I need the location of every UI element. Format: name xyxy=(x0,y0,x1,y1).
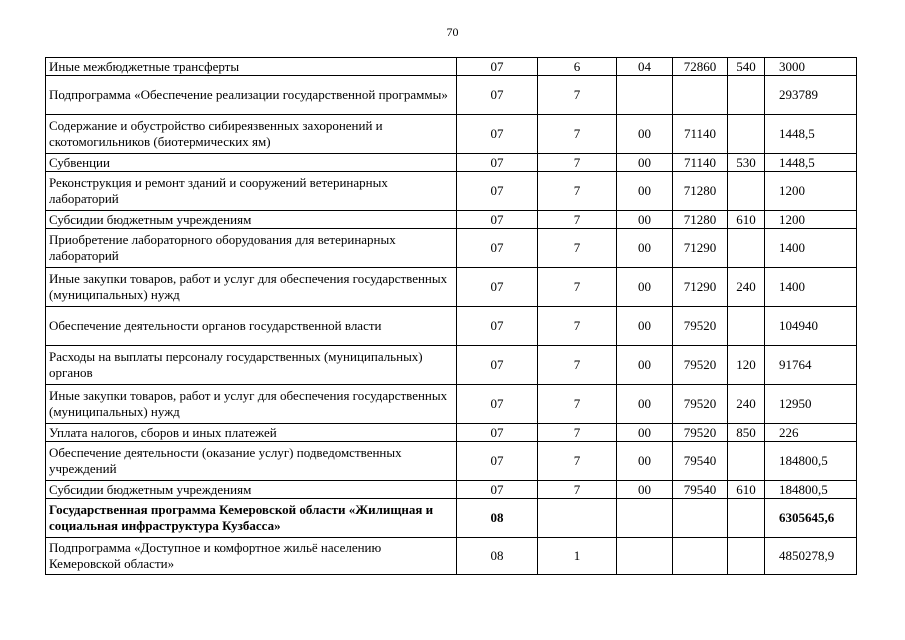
row-name: Иные закупки товаров, работ и услуг для обеспечения государственных (муниципальных) нужд xyxy=(46,268,457,307)
row-name: Подпрограмма «Доступное и комфортное жильё населению Кемеровской области» xyxy=(46,538,457,575)
target-code-part2: 79520 xyxy=(673,346,728,385)
expense-type-code xyxy=(728,229,765,268)
section-code: 07 xyxy=(457,346,538,385)
amount: 4850278,9 xyxy=(765,538,857,575)
target-code-part2: 71290 xyxy=(673,268,728,307)
table-row xyxy=(46,154,857,172)
amount: 1400 xyxy=(765,268,857,307)
target-code-part1: 04 xyxy=(617,58,673,76)
target-code-part2: 72860 xyxy=(673,58,728,76)
target-code-part2: 79540 xyxy=(673,442,728,481)
target-code-part1: 00 xyxy=(617,385,673,424)
expense-type-code: 540 xyxy=(728,58,765,76)
page-number: 70 xyxy=(446,25,459,39)
row-name: Государственная программа Кемеровской области «Жилищная и социальная инфраструктура Кузбасса» xyxy=(46,499,457,538)
target-code-part1: 00 xyxy=(617,172,673,211)
amount: 1400 xyxy=(765,229,857,268)
subsection-code: 7 xyxy=(538,154,617,172)
target-code-part2: 79520 xyxy=(673,424,728,442)
expense-type-code xyxy=(728,307,765,346)
section-code: 07 xyxy=(457,481,538,499)
section-code: 07 xyxy=(457,268,538,307)
subsection-code: 1 xyxy=(538,538,617,575)
target-code-part2: 71140 xyxy=(673,115,728,154)
amount: 12950 xyxy=(765,385,857,424)
expense-type-code: 850 xyxy=(728,424,765,442)
table-row xyxy=(46,499,857,538)
amount: 1200 xyxy=(765,172,857,211)
section-code: 07 xyxy=(457,58,538,76)
target-code-part2: 71280 xyxy=(673,211,728,229)
table-row xyxy=(46,346,857,385)
row-name: Субсидии бюджетным учреждениям xyxy=(46,481,457,499)
subsection-code: 7 xyxy=(538,211,617,229)
target-code-part1: 00 xyxy=(617,115,673,154)
section-code: 07 xyxy=(457,424,538,442)
subsection-code: 7 xyxy=(538,442,617,481)
target-code-part2: 79520 xyxy=(673,385,728,424)
subsection-code: 7 xyxy=(538,307,617,346)
target-code-part2: 71280 xyxy=(673,172,728,211)
expense-type-code xyxy=(728,538,765,575)
table-row xyxy=(46,115,857,154)
target-code-part1: 00 xyxy=(617,268,673,307)
expense-type-code xyxy=(728,172,765,211)
subsection-code: 6 xyxy=(538,58,617,76)
expense-type-code: 240 xyxy=(728,268,765,307)
subsection-code: 7 xyxy=(538,424,617,442)
subsection-code xyxy=(538,499,617,538)
amount: 6305645,6 xyxy=(765,499,857,538)
target-code-part1 xyxy=(617,538,673,575)
amount: 91764 xyxy=(765,346,857,385)
expense-type-code xyxy=(728,115,765,154)
budget-table xyxy=(45,57,857,575)
table-row xyxy=(46,172,857,211)
subsection-code: 7 xyxy=(538,346,617,385)
row-name: Субсидии бюджетным учреждениям xyxy=(46,211,457,229)
target-code-part2 xyxy=(673,538,728,575)
target-code-part2: 71290 xyxy=(673,229,728,268)
row-name: Приобретение лабораторного оборудования для ветеринарных лабораторий xyxy=(46,229,457,268)
subsection-code: 7 xyxy=(538,229,617,268)
section-code: 07 xyxy=(457,172,538,211)
target-code-part1: 00 xyxy=(617,211,673,229)
amount: 1448,5 xyxy=(765,154,857,172)
amount: 1448,5 xyxy=(765,115,857,154)
table-row xyxy=(46,424,857,442)
row-name: Обеспечение деятельности органов государственной власти xyxy=(46,307,457,346)
table-row xyxy=(46,481,857,499)
amount: 104940 xyxy=(765,307,857,346)
target-code-part1: 00 xyxy=(617,307,673,346)
row-name: Содержание и обустройство сибиреязвенных захоронений и скотомогильников (биотермических ям) xyxy=(46,115,457,154)
table-row xyxy=(46,229,857,268)
target-code-part2 xyxy=(673,499,728,538)
expense-type-code xyxy=(728,76,765,115)
row-name: Реконструкция и ремонт зданий и сооружений ветеринарных лабораторий xyxy=(46,172,457,211)
table-row xyxy=(46,76,857,115)
target-code-part1: 00 xyxy=(617,154,673,172)
amount: 3000 xyxy=(765,58,857,76)
target-code-part1 xyxy=(617,499,673,538)
row-name: Иные закупки товаров, работ и услуг для обеспечения государственных (муниципальных) нужд xyxy=(46,385,457,424)
amount: 1200 xyxy=(765,211,857,229)
table-row xyxy=(46,538,857,575)
expense-type-code xyxy=(728,499,765,538)
subsection-code: 7 xyxy=(538,172,617,211)
expense-type-code: 240 xyxy=(728,385,765,424)
section-code: 07 xyxy=(457,442,538,481)
row-name: Уплата налогов, сборов и иных платежей xyxy=(46,424,457,442)
section-code: 08 xyxy=(457,538,538,575)
row-name: Расходы на выплаты персоналу государственных (муниципальных) органов xyxy=(46,346,457,385)
amount: 226 xyxy=(765,424,857,442)
section-code: 07 xyxy=(457,76,538,115)
subsection-code: 7 xyxy=(538,385,617,424)
section-code: 07 xyxy=(457,229,538,268)
target-code-part2: 71140 xyxy=(673,154,728,172)
expense-type-code: 610 xyxy=(728,211,765,229)
target-code-part2: 79540 xyxy=(673,481,728,499)
subsection-code: 7 xyxy=(538,268,617,307)
section-code: 07 xyxy=(457,154,538,172)
row-name: Субвенции xyxy=(46,154,457,172)
subsection-code: 7 xyxy=(538,481,617,499)
target-code-part1 xyxy=(617,76,673,115)
section-code: 07 xyxy=(457,307,538,346)
amount: 184800,5 xyxy=(765,442,857,481)
section-code: 07 xyxy=(457,211,538,229)
row-name: Обеспечение деятельности (оказание услуг) подведомственных учреждений xyxy=(46,442,457,481)
section-code: 08 xyxy=(457,499,538,538)
section-code: 07 xyxy=(457,115,538,154)
target-code-part2: 79520 xyxy=(673,307,728,346)
expense-type-code xyxy=(728,442,765,481)
table-row xyxy=(46,442,857,481)
table-row xyxy=(46,385,857,424)
table-row xyxy=(46,307,857,346)
subsection-code: 7 xyxy=(538,115,617,154)
target-code-part1: 00 xyxy=(617,481,673,499)
table-body xyxy=(46,58,857,575)
table-row xyxy=(46,268,857,307)
expense-type-code: 530 xyxy=(728,154,765,172)
amount: 184800,5 xyxy=(765,481,857,499)
table-row xyxy=(46,211,857,229)
target-code-part1: 00 xyxy=(617,229,673,268)
amount: 293789 xyxy=(765,76,857,115)
expense-type-code: 610 xyxy=(728,481,765,499)
target-code-part2 xyxy=(673,76,728,115)
row-name: Подпрограмма «Обеспечение реализации государственной программы» xyxy=(46,76,457,115)
section-code: 07 xyxy=(457,385,538,424)
table-row xyxy=(46,58,857,76)
expense-type-code: 120 xyxy=(728,346,765,385)
target-code-part1: 00 xyxy=(617,442,673,481)
target-code-part1: 00 xyxy=(617,424,673,442)
target-code-part1: 00 xyxy=(617,346,673,385)
subsection-code: 7 xyxy=(538,76,617,115)
row-name: Иные межбюджетные трансферты xyxy=(46,58,457,76)
